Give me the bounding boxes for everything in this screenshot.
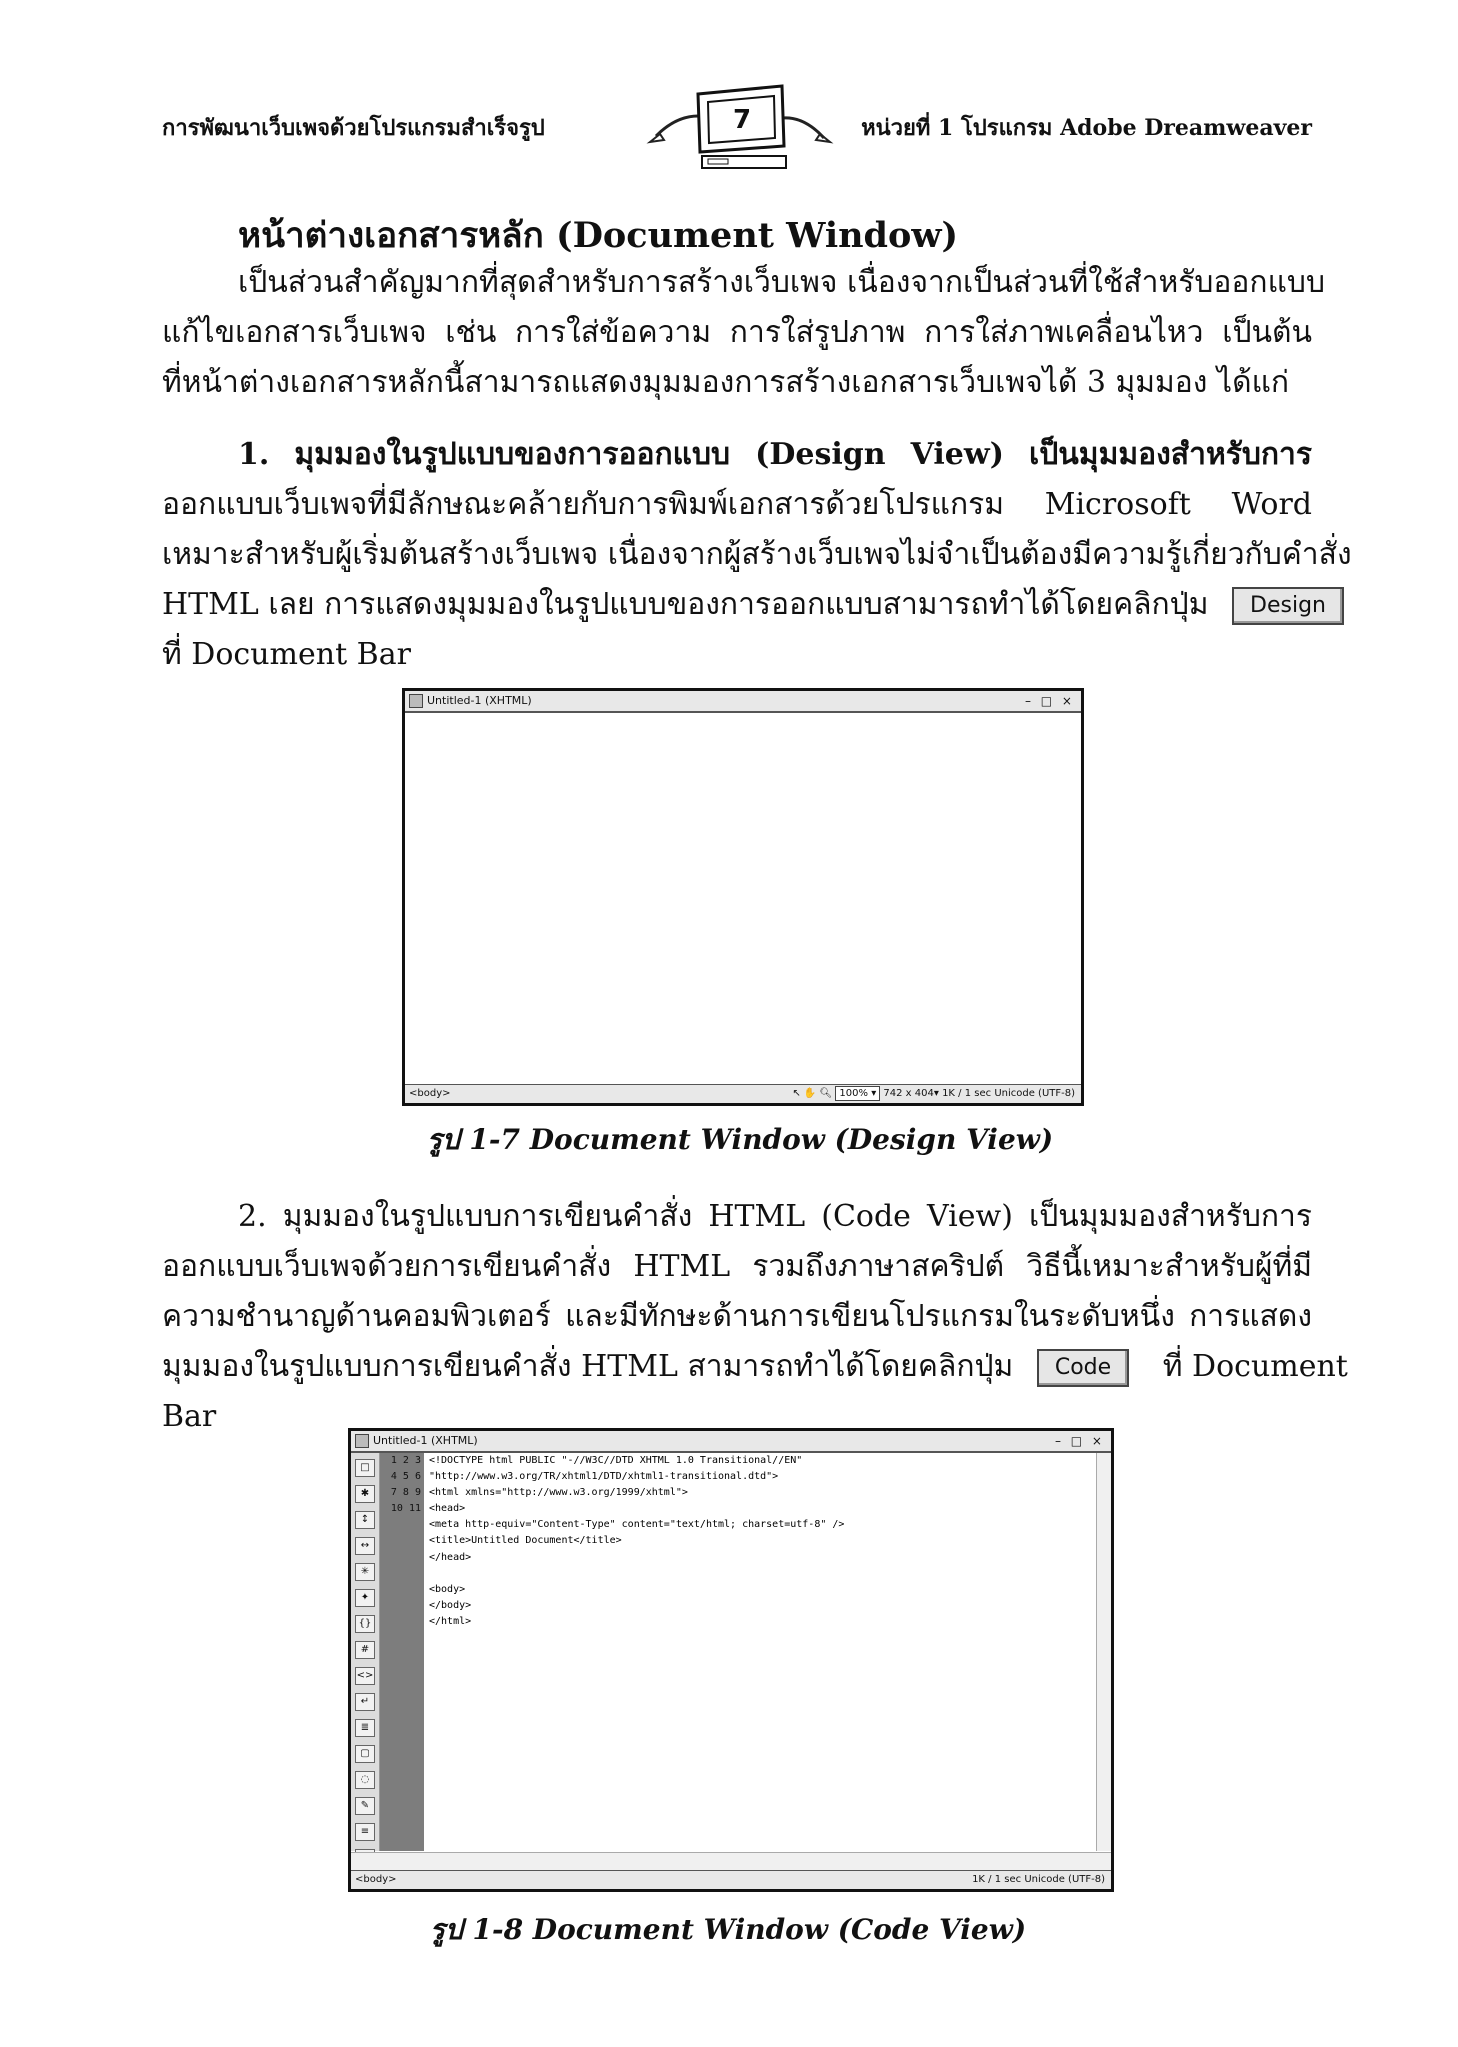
- collapse-full-tag-icon[interactable]: ↕: [355, 1511, 375, 1529]
- encoding: Unicode (UTF-8): [1024, 1874, 1105, 1885]
- code-editor-content[interactable]: <!DOCTYPE html PUBLIC "-//W3C//DTD XHTML 1.0 Transitional//EN" "http://www.w3.org/TR/xhtml1/DTD/xhtml1-transitional.dtd"> <html xmlns="http://www.w3.org/1999/xhtml"> <head> <meta http-equiv="Content-Type" content="text/html; charset=utf-8" /> <title>Untitled Document</title> </head> <body> </body> </html>: [429, 1455, 845, 1627]
- collapse-selection-icon[interactable]: ↔: [355, 1537, 375, 1555]
- figure-1-caption: รูป 1-7 Document Window (Design View): [426, 1123, 1054, 1156]
- design-window-titlebar: [405, 691, 1081, 713]
- code-window-titlebar: [351, 1431, 1111, 1453]
- item-2-paragraph: [162, 1192, 1348, 1442]
- word-wrap-icon[interactable]: ↵: [355, 1693, 375, 1711]
- highlight-invalid-code-icon[interactable]: <>: [355, 1667, 375, 1685]
- hand-tool-icon[interactable]: ✋: [803, 1088, 817, 1099]
- dreamweaver-doc-icon: [409, 694, 423, 708]
- item-2-line-2: ออกแบบเว็บเพจด้วยการเขียนคำสั่ง HTML รวมถึงภาษาสคริปต์ วิธีนี้เหมาะสำหรับผู้ที่มี: [162, 1249, 1312, 1284]
- zoom-tool-icon[interactable]: 🔍︎: [819, 1088, 833, 1099]
- code-view-window: [348, 1428, 1114, 1892]
- line-numbers: 1 2 3 4 5 6 7 8 9 10 11: [390, 1455, 421, 1515]
- status-right-group: [972, 1871, 1105, 1889]
- window-controls[interactable]: – □ ×: [1024, 694, 1075, 708]
- zoom-select[interactable]: 100% ▾: [835, 1086, 880, 1101]
- code-window-statusbar: [351, 1870, 1111, 1889]
- syntax-error-alerts-icon[interactable]: ≣: [355, 1719, 375, 1737]
- intro-line-2: แก้ไขเอกสารเว็บเพจ เช่น การใส่ข้อความ การใส่รูปภาพ การใส่ภาพเคลื่อนไหว เป็นต้น: [162, 315, 1312, 350]
- page-number-computer-logo: [646, 76, 834, 176]
- download-size-time: 1K / 1 sec: [942, 1088, 992, 1099]
- code-window-title: Untitled-1 (XHTML): [373, 1434, 478, 1447]
- balance-braces-icon[interactable]: {}: [355, 1615, 375, 1633]
- item-1-line-4: [162, 580, 1327, 630]
- item-1-line-2: ออกแบบเว็บเพจที่มีลักษณะคล้ายกับการพิมพ์เอกสารด้วยโปรแกรม Microsoft Word: [162, 487, 1312, 522]
- figure-2-caption: รูป 1-8 Document Window (Code View): [429, 1913, 1027, 1946]
- design-view-window: [402, 688, 1084, 1106]
- status-right-group: ↖ ✋ 🔍︎ 100% ▾ 742 x 404▾ 1K / 1 sec Unicode (UTF-8): [792, 1088, 1075, 1099]
- item-1-line-3: เหมาะสำหรับผู้เริ่มต้นสร้างเว็บเพจ เนื่องจากผู้สร้างเว็บเพจไม่จำเป็นต้องมีความรู้เกี่ยวกับคำสั่ง: [162, 537, 1352, 572]
- expand-all-icon[interactable]: ✳: [355, 1563, 375, 1581]
- window-controls[interactable]: – □ ×: [1054, 1434, 1105, 1448]
- design-window-title: Untitled-1 (XHTML): [427, 694, 532, 707]
- item-2-line-4-tail: ที่ Document: [1162, 1349, 1348, 1384]
- pointer-tool-icon[interactable]: ↖: [792, 1088, 801, 1099]
- item-2-line-4: [162, 1342, 1348, 1392]
- format-source-icon[interactable]: ≡: [355, 1823, 375, 1841]
- item-2-line-3: ความชำนาญด้านคอมพิวเตอร์ และมีทักษะด้านการเขียนโปรแกรมในระดับหนึ่ง การแสดง: [162, 1299, 1312, 1334]
- design-window-statusbar: [405, 1084, 1081, 1103]
- design-button[interactable]: Design: [1232, 587, 1344, 625]
- wrap-tag-icon[interactable]: ✎: [355, 1797, 375, 1815]
- apply-comment-icon[interactable]: ▢: [355, 1745, 375, 1763]
- running-header-left: การพัฒนาเว็บเพจด้วยโปรแกรมสำเร็จรูป: [162, 115, 545, 141]
- horizontal-scrollbar[interactable]: [351, 1852, 1111, 1871]
- item-1-paragraph: [162, 430, 1352, 680]
- item-2-line-4-text: มุมมองในรูปแบบการเขียนคำสั่ง HTML สามารถทำได้โดยคลิกปุ่ม: [162, 1349, 1014, 1384]
- intro-line-1: เป็นส่วนสำคัญมากที่สุดสำหรับการสร้างเว็บเพจ เนื่องจากเป็นส่วนที่ใช้สำหรับออกแบบ: [238, 265, 1326, 300]
- remove-comment-icon[interactable]: ◌: [355, 1771, 375, 1789]
- coding-toolbar: [351, 1453, 380, 1851]
- vertical-scrollbar[interactable]: [1096, 1453, 1111, 1851]
- select-parent-tag-icon[interactable]: ✦: [355, 1589, 375, 1607]
- item-2-line-5: Bar: [162, 1399, 217, 1434]
- item-1-line-5: ที่ Document Bar: [162, 637, 411, 672]
- download-size-time: 1K / 1 sec: [972, 1874, 1022, 1885]
- intro-line-3: ที่หน้าต่างเอกสารหลักนี้สามารถแสดงมุมมองการสร้างเอกสารเว็บเพจได้ 3 มุมมอง ได้แก่: [162, 365, 1290, 400]
- tag-selector[interactable]: <body>: [355, 1874, 397, 1885]
- intro-paragraph: [162, 258, 1326, 408]
- tag-selector[interactable]: <body>: [409, 1088, 451, 1099]
- section-heading: หน้าต่างเอกสารหลัก (Document Window): [238, 215, 959, 256]
- show-code-navigator-icon[interactable]: ✱: [355, 1485, 375, 1503]
- item-1-line-4-text: HTML เลย การแสดงมุมมองในรูปแบบของการออกแบบสามารถทำได้โดยคลิกปุ่ม: [162, 587, 1209, 622]
- page-number: 7: [732, 105, 752, 135]
- line-numbers-icon[interactable]: #: [355, 1641, 375, 1659]
- running-header-right: หน่วยที่ 1 โปรแกรม Adobe Dreamweaver: [861, 115, 1312, 141]
- code-button[interactable]: Code: [1037, 1349, 1129, 1387]
- dreamweaver-doc-icon: [355, 1434, 369, 1448]
- item-1-line-1: 1. มุมมองในรูปแบบของการออกแบบ (Design View) เป็นมุมมองสำหรับการ: [238, 437, 1312, 472]
- window-size[interactable]: 742 x 404: [883, 1088, 934, 1099]
- item-2-line-1: 2. มุมมองในรูปแบบการเขียนคำสั่ง HTML (Code View) เป็นมุมมองสำหรับการ: [238, 1199, 1312, 1234]
- open-documents-icon[interactable]: □: [355, 1459, 375, 1477]
- encoding: Unicode (UTF-8): [994, 1088, 1075, 1099]
